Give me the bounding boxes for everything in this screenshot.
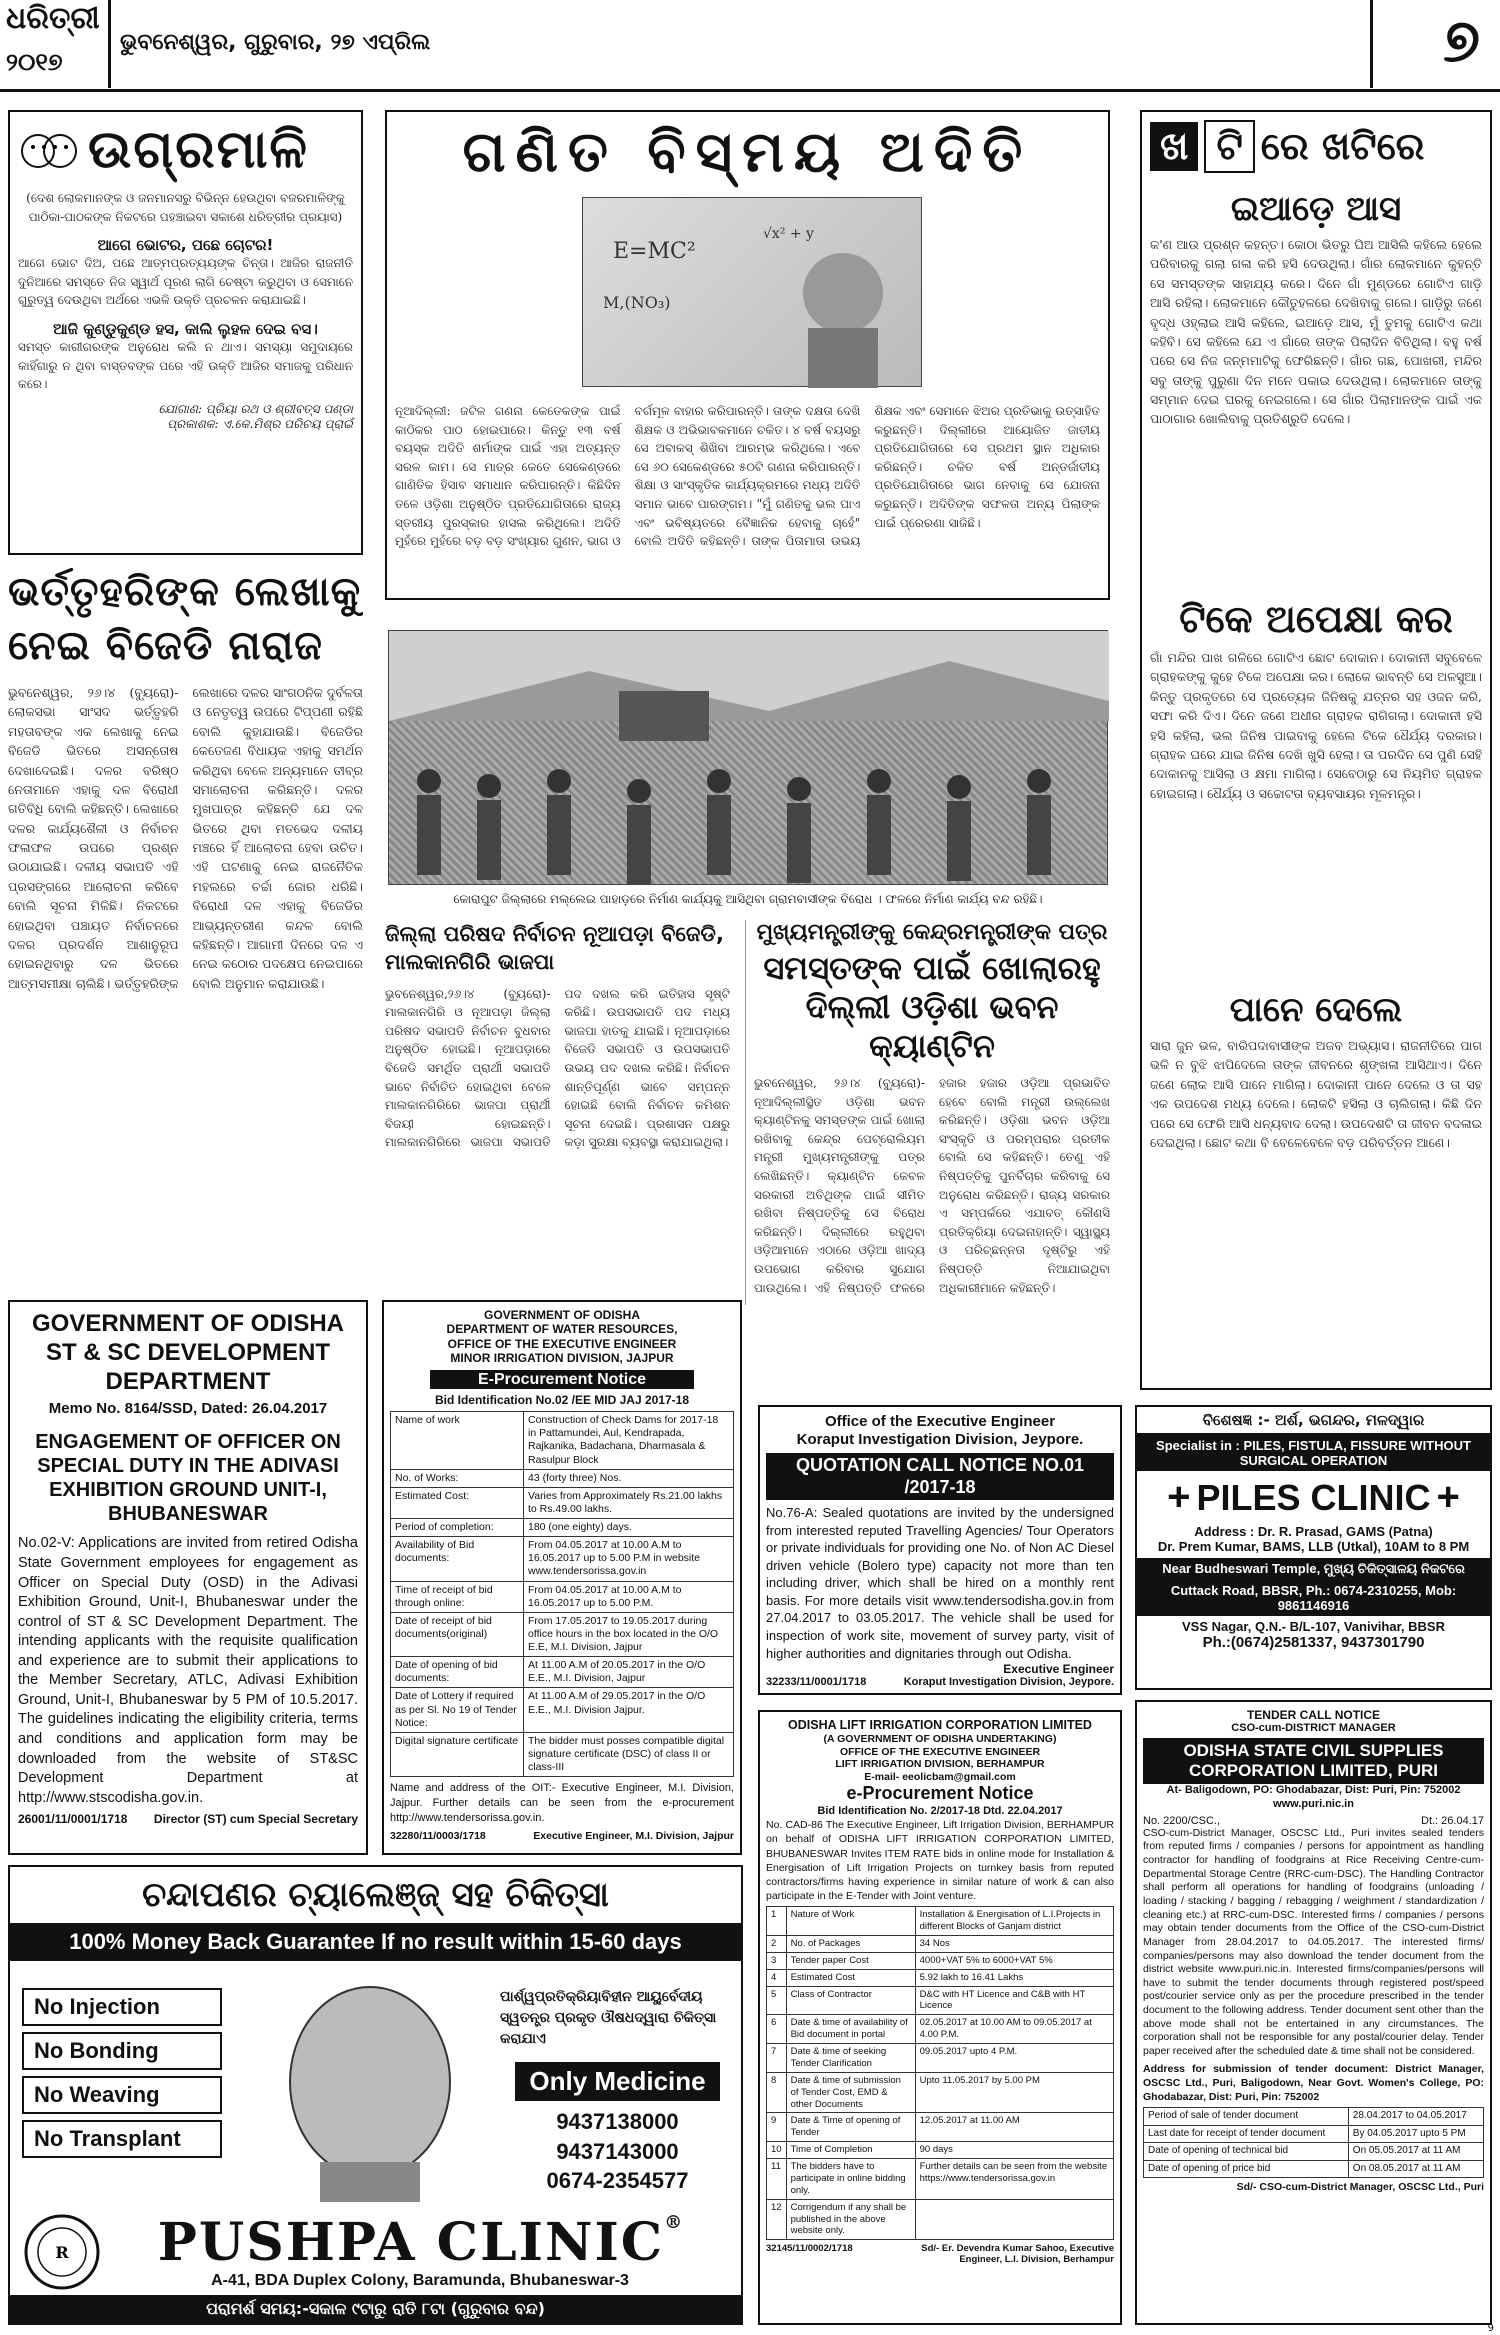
table-cell: 180 (one eighty) days.	[524, 1519, 734, 1537]
bjd-story-title: ଭର୍ତ୍ତୃହରିଙ୍କ ଲେଖାକୁ ନେଇ ବିଜେଡି ନାରାଜ	[8, 569, 362, 669]
pushpa-item: No Weaving	[22, 2076, 222, 2114]
table-cell: 28.04.2017 to 04.05.2017	[1348, 2108, 1483, 2126]
cartoon-faces-icon	[18, 121, 78, 181]
pushpa-only-medicine: Only Medicine	[515, 2062, 720, 2101]
oscsc-ad	[1135, 1700, 1492, 2325]
water-line-4: MINOR IRRIGATION DIVISION, JAJPUR	[450, 1351, 674, 1366]
piles-ad	[1135, 1405, 1492, 1690]
table-row	[1144, 2143, 1484, 2161]
oscsc-date: Dt.: 26.04.17	[1421, 1814, 1484, 1827]
table-cell: Time of Completion	[786, 2142, 915, 2159]
masthead	[0, 0, 1500, 92]
crowd-scene-icon	[389, 631, 1109, 886]
table-cell: D&C with HT Licence and C&B with HT Licence	[915, 1986, 1113, 2015]
plus-icon: +	[1436, 1475, 1460, 1519]
svg-text:√x² + y: √x² + y	[763, 226, 814, 242]
tag-part-1: ଖ	[1150, 122, 1198, 171]
lift-body: No. CAD-86 The Executive Engineer, Lift Irrigation Division, BERHAMPUR on behalf of ODISHA LIFT IRRIGATION CORPORATION LIMITED, BHUBANESWAR Invites ITEM RATE bids in online mode for Installation & Energisation of Lift Irrigation Projects on turnkey basis from reputed contractors/firms having experience in similar nature of work & can also participate in the E-Tender with Joint venture.	[766, 1819, 1114, 1903]
pushpa-phones	[515, 2107, 720, 2196]
story-3-title: ପାନେ ଦେଲେ	[1229, 990, 1403, 1030]
table-cell: No. of Packages	[786, 1935, 915, 1952]
table-cell: Class of Contractor	[786, 1986, 915, 2015]
table-cell: 3	[767, 1952, 787, 1969]
water-sign: Executive Engineer, M.I. Division, Jajpur	[533, 1829, 734, 1842]
zp-title: ଜିଲ୍ଲା ପରିଷଦ ନିର୍ବାଚନ ନୂଆପଡ଼ା ବିଜେଡି, ମାଲକାନଗିରି ଭାଜପା	[385, 922, 724, 975]
lift-line-1: ODISHA LIFT IRRIGATION CORPORATION LIMITED	[788, 1718, 1092, 1732]
table-row	[1144, 2160, 1484, 2178]
table-cell: 09.05.2017 upto 4 P.M.	[915, 2044, 1113, 2073]
table-cell: From 17.05.2017 to 19.05.2017 during office hours in the box located in the O/O E.E, M.I. Division, Jajpur	[524, 1612, 734, 1656]
table-cell: Corrigendum if any shall be published in the above website only.	[786, 2199, 915, 2240]
tag-part-2: ଟି	[1204, 120, 1254, 173]
lift-ad	[758, 1710, 1122, 2325]
story-1-title: ଇଆଡ଼େ ଆସ	[1230, 189, 1402, 229]
lift-line-3: OFFICE OF THE EXECUTIVE ENGINEER	[839, 1745, 1041, 1758]
table-row	[1144, 2108, 1484, 2126]
water-ref: 32280/11/0003/1718	[390, 1829, 486, 1842]
oscsc-table	[1143, 2107, 1484, 2178]
pushpa-guarantee: 100% Money Back Guarantee If no result within 15-60 days	[10, 1923, 741, 1961]
table-cell: 43 (forty three) Nos.	[524, 1469, 734, 1487]
humor-text-1: ଆଗେ ଭୋଟ ଦିଅ, ପଛେ ଆତ୍ମପ୍ରତ୍ୟୟଙ୍କ ଚିନ୍ତା। ଆଜିର ରାଜନୀତି ଦୁନିଆରେ ସମସ୍ତେ ନିଜ ସ୍ୱାର୍ଥ ପୂରଣ ଲାଗି ଚେଷ୍ଟା କରୁଥିବା ଓ ସେମାନେ ଗୁରୁତ୍ୱ ଦେଉଥିବା ଅର୍ଥରେ ଏଭଳି ଉକ୍ତି ପ୍ରଚଳନ କରାଯାଇଛି।	[18, 256, 353, 308]
table-row	[391, 1657, 734, 1688]
piles-spec-en: Specialist in : PILES, FISTULA, FISSURE WITHOUT SURGICAL OPERATION	[1137, 1435, 1490, 1471]
oscsc-title: ODISHA STATE CIVIL SUPPLIES CORPORATION LIMITED, PURI	[1143, 1738, 1484, 1785]
registered-mark: ®	[664, 2212, 683, 2233]
photo-caption: କୋରାପୁଟ ଜିଲ୍ଲାରେ ମଲ୍ଲେଇ ପାହାଡ଼ରେ ନିର୍ମାଣ କାର୍ଯ୍ୟକୁ ଆସିଥିବା ଗ୍ରାମବାସୀଙ୍କ ବିରୋଧ । ଫଳରେ ନିର୍ମାଣ କାର୍ଯ୍ୟ ବନ୍ଦ ରହିଛି।	[453, 892, 1043, 906]
table-cell: The bidders have to participate in online bidding only.	[786, 2159, 915, 2200]
svg-text:R: R	[55, 2243, 69, 2262]
table-row	[767, 1907, 1114, 1936]
piles-name: PILES CLINIC	[1196, 1476, 1431, 1518]
koraput-body: No.76-A: Sealed quotations are invited by the undersigned from interested reputed Travelling Agencies/ Tour Operators or private individuals for providing one No. of Non AC Diesel driven vehicle (Bolero type) capacity not more than ten including driver, which shall be hired on a monthly rent basis. For more details visit www.tendersodisha.gov.in from 27.04.2017 to 03.05.2017. The vehicle shall be used for inspection of work site, movement of survey party, visit of higher authorities and dignitaries through out Odisha.	[766, 1505, 1114, 1661]
zp-body: ଭୁବନେଶ୍ୱର,୨୬।୪ (ବ୍ୟୁରୋ)-ମାଲକାନଗିରି ଓ ନୂଆପଡ଼ା ଜିଲ୍ଲା ପରିଷଦ ସଭାପତି ନିର୍ବାଚନ ବୁଧବାର ଅନୁଷ୍ଠିତ ହୋଇଛି। ନୂଆପଡ଼ାରେ ବିଜେଡି ସମର୍ଥିତ ପ୍ରାର୍ଥୀ ସଭାପତି ଭାବେ ନିର୍ବାଚିତ ହୋଇଥିବା ବେଳେ ମାଲକାନଗିରିରେ ଭାଜପା ପ୍ରାର୍ଥୀ ବିଜୟୀ ହୋଇଛନ୍ତି। ମାଲକାନଗିରିରେ ଭାଜପା ସଭାପତି ପଦ ଦଖଲ କରି ଇତିହାସ ସୃଷ୍ଟି କରିଛି। ଉପସଭାପତି ପଦ ମଧ୍ୟ ଭାଜପା ହାତକୁ ଯାଇଛି। ନୂଆପଡ଼ାରେ ବିଜେଡି ସଭାପତି ଓ ଉପସଭାପତି ଉଭୟ ପଦ ଦଖଲ କରିଛି। ନିର୍ବାଚନ ଶାନ୍ତିପୂର୍ଣ୍ଣ ଭାବେ ସମ୍ପନ୍ନ ହୋଇଛି ବୋଲି ନିର୍ବାଚନ କମିଶନ ସୂଚନା ଦେଇଛି। ପ୍ରଶାସନ ପକ୍ଷରୁ କଡ଼ା ସୁରକ୍ଷା ବ୍ୟବସ୍ଥା କରାଯାଇଥିଲା।	[385, 986, 730, 1150]
lift-notice: e-Procurement Notice	[846, 1783, 1034, 1804]
lift-line-4: LIFT IRRIGATION DIVISION, BERHAMPUR	[835, 1758, 1045, 1771]
piles-loc-2: Cuttack Road, BBSR, Ph.: 0674-2310255, Mob: 9861146916	[1137, 1580, 1490, 1616]
table-cell: Period of sale of tender document	[1144, 2108, 1349, 2126]
water-ad	[382, 1300, 742, 1855]
pushpa-ad	[8, 1865, 743, 2325]
pushpa-phone: 9437138000	[556, 2109, 679, 2134]
table-cell: From 04.05.2017 at 10.00 A.M to 16.05.2017 up to 5.00 P.M in website www.tendersorissa.gov.in	[524, 1537, 734, 1581]
page-mark: 9	[1487, 2323, 1494, 2334]
koraput-ref: 32233/11/0001/1718	[766, 1676, 867, 1689]
canteen-body: ଭୁବନେଶ୍ୱର, ୨୬।୪ (ବ୍ୟୁରୋ)- ନୂଆଦିଲ୍ଲୀସ୍ଥିତ ଓଡ଼ିଶା ଭବନ କ୍ୟାଣ୍ଟିନକୁ ସମସ୍ତଙ୍କ ପାଇଁ ଖୋଲା ରଖିବାକୁ କେନ୍ଦ୍ର ପେଟ୍ରୋଲିୟମ ମନ୍ତ୍ରୀ ମୁଖ୍ୟମନ୍ତ୍ରୀଙ୍କୁ ପତ୍ର ଲେଖିଛନ୍ତି। କ୍ୟାଣ୍ଟିନ କେବଳ ସରକାରୀ ଅତିଥିଙ୍କ ପାଇଁ ସୀମିତ ରଖିବା ନିଷ୍ପତ୍ତିକୁ ସେ ବିରୋଧ କରିଛନ୍ତି। ଦିଲ୍ଲୀରେ ରହୁଥିବା ଓଡ଼ିଆମାନେ ଏଠାରେ ଓଡ଼ିଆ ଖାଦ୍ୟ ଉପଭୋଗ କରିବାର ସୁଯୋଗ ପାଉଥିଲେ। ଏହି ନିଷ୍ପତ୍ତି ଫଳରେ ହଜାର ହଜାର ଓଡ଼ିଆ ପ୍ରଭାବିତ ହେବେ ବୋଲି ମନ୍ତ୍ରୀ ଉଲ୍ଲେଖ କରିଛନ୍ତି। ଓଡ଼ିଶା ଭବନ ଓଡ଼ିଆ ସଂସ୍କୃତି ଓ ପରମ୍ପରାର ପ୍ରତୀକ ବୋଲି ସେ କହିଛନ୍ତି। ତେଣୁ ଏହି ନିଷ୍ପତ୍ତିକୁ ପୁନର୍ବିଚାର କରିବାକୁ ସେ ଅନୁରୋଧ କରିଛନ୍ତି। ରାଜ୍ୟ ସରକାର ଏ ସମ୍ପର୍କରେ ଏଯାବତ୍ କୌଣସି ପ୍ରତିକ୍ରିୟା ଦେଇନାହାନ୍ତି। ସ୍ୱାସ୍ଥ୍ୟ ଓ ପରିଚ୍ଛନ୍ନତା ଦୃଷ୍ଟିରୁ ଏହି ନିଷ୍ପତ୍ତି ନିଆଯାଇଥିବା ଅଧିକାରୀମାନେ କହିଛନ୍ତି।	[754, 1076, 1110, 1295]
table-row	[1144, 2125, 1484, 2143]
table-cell: From 04.05.2017 at 10.00 A.M to 16.05.2017 up to 5.00 P.M.	[524, 1581, 734, 1612]
table-row	[391, 1519, 734, 1537]
divider	[108, 0, 111, 88]
table-cell: Nature of Work	[786, 1907, 915, 1936]
lift-table	[766, 1906, 1114, 2240]
table-cell: Date & time of submission of Tender Cost, EMD & other Documents	[786, 2072, 915, 2113]
pushpa-timing: ପରାମର୍ଶ ସମୟ:-ସକାଳ ୯ଟାରୁ ରାତି ୮ଟା (ଗୁରୁବାର ବନ୍ଦ)	[10, 2295, 741, 2323]
stsc-sign: Director (ST) cum Special Secretary	[153, 1812, 358, 1827]
humor-intro: (ଦେଶ ଲୋକମାନଙ୍କ ଓ ଜନମାନସରୁ ବିଭିନ୍ନ ହେଉଥିବା ବଜରମାଳିଙ୍କୁ ପାଠିକା-ପାଠକଙ୍କ ନିକଟରେ ପହଞ୍ଚାଇବା ସକାଶେ ଧରିତ୍ରୀର ପ୍ରୟାସ)	[26, 191, 345, 224]
piles-loc-3: VSS Nagar, Q.N.- B/L-107, Vanivihar, BBSR	[1182, 1619, 1445, 1634]
stsc-body: No.02-V: Applications are invited from retired Odisha State Government employees for engagement as Officer on Special Duty (OSD) in the Adivasi Exhibition Ground, Unit-I, Bhubaneswar under the control of ST & SC Development Department. The intending applicants with the requisite qualification and experience are to submit their applications to the Member Secretary, ATLC, Adivasi Exhibition Ground, Unit-I, Bhubaneswar by 5 PM of 10.5.2017. The guidelines indicating the eligibility criteria, terms and conditions and application form may be downloaded from the website of ST&SC Development Department at http://www.stscodisha.gov.in.	[18, 1535, 358, 1806]
pushpa-phone: 0674-2354577	[546, 2168, 689, 2194]
canteen-kicker: ମୁଖ୍ୟମନ୍ତ୍ରୀଙ୍କୁ କେନ୍ଦ୍ରମନ୍ତ୍ରୀଙ୍କ ପତ୍ର	[756, 920, 1108, 945]
table-cell: 11	[767, 2159, 787, 2200]
math-board-icon	[583, 198, 923, 388]
table-cell: 1	[767, 1907, 787, 1936]
aditi-body: ନୂଆଦିଲ୍ଲୀ: ଜଟିଳ ଗଣନା କେତେକଙ୍କ ପାଇଁ କାଠିକର ପାଠ ହୋଇପାରେ। କିନ୍ତୁ ୧୩ ବର୍ଷ ବୟସ୍କ ଅଦିତି ଶର୍ମାଙ୍କ ପାଇଁ ଏହା ଅତ୍ୟନ୍ତ ସରଳ କାମ। ସେ ମାତ୍ର କେତେ ସେକେଣ୍ଡରେ ଗାଣିତିକ ହିସାବ ସମାଧାନ କରିପାରନ୍ତି। କିଛିଦିନ ତଳେ ଓଡ଼ିଶା ଅନୁଷ୍ଠିତ ପ୍ରତିଯୋଗିତାରେ ରାଜ୍ୟ ସ୍ତରୀୟ ପୁରସ୍କାର ହାସଲ କରିଥିଲେ। ଅଦିତି ମୁହଁରେ ମୁହଁରେ ବଡ଼ ବଡ଼ ସଂଖ୍ୟାର ଗୁଣନ, ଭାଗ ଓ ବର୍ଗମୂଳ ବାହାର କରିପାରନ୍ତି। ତାଙ୍କ ଦକ୍ଷତା ଦେଖି ଶିକ୍ଷକ ଓ ଅଭିଭାବକମାନେ ଚକିତ। ୪ ବର୍ଷ ବୟସରୁ ସେ ଅବାକସ୍ ଶିଖିବା ଆରମ୍ଭ କରିଥିଲେ। ଏବେ ସେ ୬୦ ସେକେଣ୍ଡରେ ୫୦ଟି ଗଣନା କରିପାରନ୍ତି। ଶିକ୍ଷା ଓ ସାଂସ୍କୃତିକ କାର୍ଯ୍ୟକ୍ରମରେ ମଧ୍ୟ ଅଦିତି ସମାନ ଭାବେ ପାରଙ୍ଗମ। "ମୁଁ ଗଣିତକୁ ଭଲ ପାଏ ଏବଂ ଭବିଷ୍ୟତରେ ବୈଜ୍ଞାନିକ ହେବାକୁ ଚାହେଁ" ବୋଲି ଅଦିତି କହିଛନ୍ତି। ତାଙ୍କ ପିତାମାତା ଉଭୟ ଶିକ୍ଷକ ଏବଂ ସେମାନେ ଝିଅର ପ୍ରତିଭାକୁ ଉତ୍ସାହିତ କରୁଛନ୍ତି। ଦିଲ୍ଲୀରେ ଆୟୋଜିତ ଜାତୀୟ ପ୍ରତିଯୋଗିତାରେ ସେ ପ୍ରଥମ ସ୍ଥାନ ଅଧିକାର କରିଛନ୍ତି। ଚଳିତ ବର୍ଷ ଅନ୍ତର୍ଜାତୀୟ ପ୍ରତିଯୋଗିତାରେ ଭାଗ ନେବାକୁ ସେ ଯୋଜନା କରୁଛନ୍ତି। ଅଦିତିଙ୍କ ସଫଳତା ଅନ୍ୟ ପିଲାଙ୍କ ପାଇଁ ପ୍ରେରଣା ସାଜିଛି।	[395, 404, 1100, 549]
water-line-1: GOVERNMENT OF ODISHA	[483, 1308, 640, 1322]
oscsc-line-2: CSO-cum-DISTRICT MANAGER	[1231, 1722, 1396, 1735]
table-cell: Date of Lottery if required as per Sl. No 19 of Tender Notice:	[391, 1688, 524, 1732]
water-line-2: DEPARTMENT OF WATER RESOURCES,	[446, 1322, 678, 1337]
table-row	[767, 1952, 1114, 1969]
koraput-sign-1: Executive Engineer	[1003, 1662, 1114, 1677]
humor-publisher: ପ୍ରକାଶକ: ଏ.କେ.ମିଶ୍ର ପରିଚୟ ପ୍ରାଇଁ	[167, 416, 353, 431]
table-cell: No. of Works:	[391, 1469, 524, 1487]
oscsc-line-1: TENDER CALL NOTICE	[1246, 1708, 1381, 1722]
pushpa-headline: ଚନ୍ଦାପଣର ଚ୍ୟାଲେଞ୍ଜ୍ ସହ ଚିକିତ୍ସା	[142, 1875, 609, 1915]
table-cell: Period of completion:	[391, 1519, 524, 1537]
pushpa-odia-text: ପାର୍ଶ୍ୱପ୍ରତିକ୍ରିୟାବିହୀନ ଆୟୁର୍ବେଦୀୟ ସ୍ୱତନ୍ତ୍ର ପ୍ରକୃତ ଔଷଧଦ୍ୱାରା ଚିକିତ୍ସା କରାଯାଏ	[500, 1989, 717, 2047]
humor-heading-2: ଆଜି କୁଣ୍ଡୁକୁଣ୍ଡ ହସ, କାଲି ଲୁହଳ ଦେଇ ବସ।	[53, 319, 318, 338]
lift-line-2: (A GOVERNMENT OF ODISHA UNDERTAKING)	[823, 1733, 1057, 1745]
table-cell: Date of receipt of bid documents(original)	[391, 1612, 524, 1656]
piles-address: Address : Dr. R. Prasad, GAMS (Patna)	[1194, 1524, 1433, 1539]
pushpa-item: No Injection	[22, 1988, 222, 2026]
stsc-ref: 26001/11/0001/1718	[18, 1812, 128, 1827]
pushpa-item: No Transplant	[22, 2120, 222, 2158]
pushpa-name: PUSHPA CLINIC	[157, 2212, 665, 2273]
story-1-body: କ'ଣ ଆଉ ପ୍ରଶ୍ନ କହନ୍ତ। କୋଠା ଭିତରୁ ଘିଅ ଆସିଲି କହିଲେ ହେଲେ ପରିବାରକୁ ଗଲା ଗଳା କରି ହସି ଦେଉଥିଲା। ଗାଁର ଲୋକମାନେ କୁହନ୍ତି ସେ ସମସ୍ତଙ୍କ ସାହାଯ୍ୟ କରେ। ଦିନେ ଗାଁ ମୁଣ୍ଡରେ ଗୋଟିଏ ଗାଡ଼ି ଆସି ରହିଲା। ଲୋକମାନେ କୌତୁହଳରେ ଦେଖିବାକୁ ଗଲେ। ଗାଡ଼ିରୁ ଜଣେ ବୃଦ୍ଧ ଓହ୍ଲାଇ ଆସି କହିଲେ, ଇଆଡ଼େ ଆସ, ମୁଁ ତୁମକୁ ଗୋଟିଏ କଥା କହିବି। ସେ କହିଲେ ଯେ ଏ ଗାଁରେ ତାଙ୍କ ପିଲାଦିନ ବିତିଥିଲା। ବହୁ ବର୍ଷ ପରେ ସେ ନିଜ ଜନ୍ମମାଟିକୁ ଫେରିଛନ୍ତି। ଗାଁର ଗଛ, ପୋଖରୀ, ମନ୍ଦିର ସବୁ ତାଙ୍କୁ ପୁରୁଣା ଦିନ ମନେ ପକାଇ ଦେଉଥିଲା। ଲୋକମାନେ ତାଙ୍କୁ ସମ୍ମାନ ଦେଇ ଘରକୁ ନେଇଗଲେ। ସେ ଗାଁର ପିଲାମାନଙ୍କ ପାଇଁ ଏକ ପାଠାଗାର ଖୋଲିବାକୁ ପ୍ରତିଶ୍ରୁତି ଦେଲେ।	[1150, 237, 1482, 427]
aditi-story	[385, 110, 1110, 600]
table-cell: Tender paper Cost	[786, 1952, 915, 1969]
bjd-story-body: ଭୁବନେଶ୍ୱର, ୨୬।୪ (ବ୍ୟୁରୋ)- ଲୋକସଭା ସାଂସଦ ଭର୍ତ୍ତୃହରି ମହତାବଙ୍କ ଏକ ଲେଖାକୁ ନେଇ ବିଜେଡି ଭିତରେ ଅସନ୍ତୋଷ ଦେଖାଦେଇଛି। ଦଳର ବରିଷ୍ଠ ନେତାମାନେ ଏହାକୁ ଦଳ ବିରୋଧୀ ଗତିବିଧି ବୋଲି କହିଛନ୍ତି। ଲେଖାରେ ଦଳର କାର୍ଯ୍ୟଶୈଳୀ ଓ ନିର୍ବାଚନ ଫଳାଫଳ ଉପରେ ପ୍ରଶ୍ନ ଉଠାଯାଇଛି। ଦଳୀୟ ସଭାପତି ଏହି ପ୍ରସଙ୍ଗରେ ଆଲୋଚନା କରିବେ ବୋଲି ସୂଚନା ମିଳିଛି। ନିକଟରେ ହୋଇଥିବା ପଞ୍ଚାୟତ ନିର୍ବାଚନରେ ଦଳର ପ୍ରଦର୍ଶନ ଆଶାନୁରୂପ ହୋଇନଥିବାରୁ ଦଳ ଭିତରେ ଆତ୍ମସମୀକ୍ଷା ଚାଲିଛି। ଭର୍ତ୍ତୃହରିଙ୍କ ଲେଖାରେ ଦଳର ସାଂଗଠନିକ ଦୁର୍ବଳତା ଓ ନେତୃତ୍ୱ ଉପରେ ଟିପ୍ପଣୀ ରହିଛି ବୋଲି କୁହାଯାଉଛି। ବିଜେଡିର କେତେଜଣ ବିଧାୟକ ଏହାକୁ ସମର୍ଥନ କରିଥିବା ବେଳେ ଅନ୍ୟମାନେ ତୀବ୍ର ସମାଲୋଚନା କରିଛନ୍ତି। ଦଳର ମୁଖପାତ୍ର କହିଛନ୍ତି ଯେ ଦଳ ଭିତରେ ଥିବା ମତଭେଦ ଦଳୀୟ ମଞ୍ଚରେ ହିଁ ଆଲୋଚନା ହେବା ଉଚିତ। ଏହି ଘଟଣାକୁ ନେଇ ରାଜନୈତିକ ମହଲରେ ଚର୍ଚ୍ଚା ଜୋର ଧରିଛି। ବିରୋଧୀ ଦଳ ଏହାକୁ ବିଜେଡିର ଆଭ୍ୟନ୍ତରୀଣ କନ୍ଦଳ ବୋଲି କହିଛନ୍ତି। ଆଗାମୀ ଦିନରେ ଦଳ ଏ ନେଇ କଠୋର ପଦକ୍ଷେପ ନେଇପାରେ ବୋଲି ଅନୁମାନ କରାଯାଉଛି।	[8, 685, 363, 991]
table-cell: On 08.05.2017 at 11 AM	[1348, 2160, 1483, 2178]
humor-box	[8, 110, 363, 555]
story-2-title: ଟିକେ ଅପେକ୍ଷା କର	[1179, 597, 1453, 641]
protest-photo	[388, 630, 1108, 885]
canteen-title-2: ଦିଲ୍ଲୀ ଓଡ଼ିଶା ଭବନ କ୍ୟାଣ୍ଟିନ	[805, 988, 1059, 1065]
table-cell: At 11.00 A.M of 20.05.2017 in the O/O E.E., M.I. Division, Jajpur	[524, 1657, 734, 1688]
aditi-title: ଗଣିତ ବିସ୍ମୟ ଅଦିତି	[462, 120, 1033, 185]
story-3-body: ସାରା ଜୁନ ଭଳ, ବାରିପଦାବାସୀଙ୍କ ଅଜବ ଅଭ୍ୟାସ। ରାଜନୀତିରେ ପାଗ ଭଳି ନ ବୁଝି ଝାପିଦେଲେ ତାଙ୍କ ଜୀବନରେ ଶୃଙ୍ଖଳା ଆସିଥାଏ। ଦିନେ ଜଣେ ଲୋକ ଆସି ପାନେ ମାଗିଲା। ଦୋକାନୀ ପାନେ ଦେଲେ ଓ ତା ସହ ଏକ ଉପଦେଶ ମଧ୍ୟ ଦେଲେ। ଲୋକଟି ହସିଲା ଓ ଚାଲିଗଲା। କିଛି ଦିନ ପରେ ସେ ଫେରି ଆସି ଧନ୍ୟବାଦ ଦେଲା। ଉପଦେଶଟି ତା ଜୀବନ ବଦଳାଇ ଦେଇଥିଲା। ଛୋଟ କଥା ବି ବେଳେବେଳେ ବଡ଼ ପରିବର୍ତ୍ତନ ଆଣେ।	[1150, 1038, 1482, 1150]
table-cell: Date of opening of price bid	[1144, 2160, 1349, 2178]
table-cell: Date & Time of opening of Tender	[786, 2113, 915, 2142]
kahani-tag	[1150, 120, 1482, 173]
table-cell: Further details can be seen from the website https://www.tendersorissa.gov.in	[915, 2159, 1113, 2200]
table-row	[391, 1688, 734, 1732]
water-notice: E-Procurement Notice	[430, 1370, 694, 1389]
table-cell: Date of opening of technical bid	[1144, 2143, 1349, 2161]
piles-spec-odia: ବିଶେଷଜ୍ଞ :- ଅର୍ଶ, ଭଗନ୍ଦର, ମଳଦ୍ୱାର	[1137, 1407, 1490, 1435]
table-row	[767, 1986, 1114, 2015]
table-cell: Date & time of availability of Bid document in portal	[786, 2015, 915, 2044]
table-row	[391, 1469, 734, 1487]
table-cell: Estimated Cost	[786, 1969, 915, 1986]
masthead-year: ୨୦୧୭	[6, 48, 63, 76]
table-cell: Upto 11.05.2017 by 5.00 PM	[915, 2072, 1113, 2113]
table-cell: Construction of Check Dams for 2017-18 in Pattamundei, Aul, Kendrapada, Rajkanika, Badachana, Dharmasala & Rasulpur Block	[524, 1412, 734, 1470]
pushpa-phone: 9437143000	[556, 2138, 679, 2164]
table-cell: Availability of Bid documents:	[391, 1537, 524, 1581]
story-2-body: ଗାଁ ମନ୍ଦିର ପାଖ ଗଳିରେ ଗୋଟିଏ ଛୋଟ ଦୋକାନ। ଦୋକାନୀ ସବୁବେଳେ ଗ୍ରାହକଙ୍କୁ କୁହେ ଟିକେ ଅପେକ୍ଷା କର। ଲୋକେ ଭାବନ୍ତି ସେ ଅଳସୁଆ। କିନ୍ତୁ ପ୍ରକୃତରେ ସେ ପ୍ରତ୍ୟେକ ଜିନିଷକୁ ଯତ୍ନର ସହ ଓଜନ କରି, ସଫା କରି ଦିଏ। ଦିନେ ଜଣେ ଅଧୀର ଗ୍ରାହକ ରାଗିଗଲା। ଦୋକାନୀ ହସି ହସି କହିଲା, ଭଲ ଜିନିଷ ପାଇବାକୁ ହେଲେ ଟିକେ ଧୈର୍ଯ୍ୟ ଦରକାର। ଗ୍ରାହକ ଘରେ ଯାଇ ଜିନିଷ ଦେଖି ଖୁସି ହେଲା। ତା ପରଦିନ ସେ ପୁଣି ସେହି ଦୋକାନକୁ ଆସିଲା ଓ କ୍ଷମା ମାଗିଲା। ସେବେଠାରୁ ସେ ନିୟମିତ ଗ୍ରାହକ ହୋଇଗଲା। ଧୈର୍ଯ୍ୟ ଓ ସଚ୍ଚୋଟତା ବ୍ୟବସାୟର ମୂଳମନ୍ତ୍ର।	[1150, 650, 1482, 801]
table-cell: On 05.05.2017 at 11 AM	[1348, 2143, 1483, 2161]
table-row	[767, 2142, 1114, 2159]
koraput-line-1: Office of the Executive Engineer	[824, 1413, 1056, 1430]
table-row	[391, 1581, 734, 1612]
table-cell: Installation & Energisation of L.I.Projects in different Blocks of Ganjam district	[915, 1907, 1113, 1936]
table-cell: 6	[767, 2015, 787, 2044]
dateline: ଭୁବନେଶ୍ୱର, ଗୁରୁବାର, ୨୭ ଏପ୍ରିଲ	[120, 30, 431, 55]
table-cell: By 04.05.2017 upto 5 PM	[1348, 2125, 1483, 2143]
bald-head-icon	[250, 1982, 490, 2202]
table-cell: 4	[767, 1969, 787, 1986]
table-row	[767, 2199, 1114, 2240]
table-cell: 2	[767, 1935, 787, 1952]
kahani-column	[1140, 110, 1492, 1390]
svg-text:E=MC²: E=MC²	[613, 239, 696, 264]
table-cell: 5.92 lakh to 16.41 Lakhs	[915, 1969, 1113, 1986]
water-table	[390, 1411, 734, 1777]
table-cell: 34 Nos	[915, 1935, 1113, 1952]
table-cell: 12	[767, 2199, 787, 2240]
zp-story	[385, 920, 730, 1305]
lift-sign: Sd/- Er. Devendra Kumar Sahoo, Executive Engineer, L.I. Division, Berhampur	[921, 2243, 1114, 2266]
oscsc-address: At- Baligodown, PO: Ghodabazar, Dist: Puri, Pin: 752002	[1166, 1784, 1461, 1797]
table-row	[767, 2159, 1114, 2200]
table-row	[767, 2072, 1114, 2113]
pushpa-seal-icon	[22, 2212, 102, 2292]
bjd-story	[8, 565, 363, 1285]
table-cell: Time of receipt of bid through online:	[391, 1581, 524, 1612]
table-row	[767, 2015, 1114, 2044]
table-cell: Estimated Cost:	[391, 1487, 524, 1518]
page-number: ୭	[1443, 6, 1480, 76]
table-cell: Last date for receipt of tender document	[1144, 2125, 1349, 2143]
humor-text-2: ସମସ୍ତ କାରୀଗରଙ୍କ ଅନୁରୋଧ କଲି ନ ଥାଏ। ସମସ୍ୟା ସମୁଦାୟରେ କାହିଁଗାରୁ ନ ଥିବା ବାସ୍ତବଙ୍କ ପରେ ଏହି ଉକ୍ତି ଆଜିର ସମାଜକୁ ପରିଧାନ କରେ।	[18, 339, 353, 392]
stsc-ad	[8, 1300, 368, 1855]
oscsc-submit-address: Address for submission of tender document: District Manager, OSCSC Ltd., Puri, Baligodown, Near Govt. Women's College, PO: Ghodabazar, Dist: Puri, Pin: 752002	[1143, 2062, 1484, 2103]
oscsc-body: CSO-cum-District Manager, OSCSC Ltd., Puri invites sealed tenders from reputed firms / companies / persons for appointment as handling contractor for handling of foodgrains at Rice Receiving Centre-cum-Departmental Storage Centre (RRC-cum-DSC). The Handling Contractor shall perform all operations for handling of foodgrains (unloading / loading / stacking / bagging / rebagging / weighment / standardization / cleaning etc.) at RRC-cum-DSC. Interested firms / companies / persons may obtain tender documents from the Office of the CSO-cum-District Manager from 28.04.2017 to 04.05.2017. The interested firms/ companies/persons may also download the tender document from the district website www.puri.nic.in. Interested firms/companies/persons will have to submit the tender documents through registered post/speed post/courier service only as per the procedure prescribed in the tender document to the following address. Tender document sent other than the above mode shall not be entertained in any circumstances. The corporation shall not be responsible for any postal/courier delay. Tender paper received after the scheduled date & time shall not be considered.	[1143, 1826, 1484, 2057]
koraput-sign-2: Koraput Investigation Division, Jeypore.	[903, 1676, 1114, 1689]
piles-loc-4: Ph.:(0674)2581337, 9437301790	[1202, 1634, 1425, 1651]
table-cell: 02.05.2017 at 10.00 AM to 09.05.2017 at 4.00 P.M.	[915, 2015, 1113, 2044]
stsc-memo: Memo No. 8164/SSD, Dated: 26.04.2017	[48, 1400, 328, 1418]
table-cell: The bidder must posses compatible digital signature certificate (DSC) of class II or class-III	[524, 1732, 734, 1776]
table-cell: Date of opening of bid documents:	[391, 1657, 524, 1688]
piles-loc-1: Near Budheswari Temple, ମୁଖ୍ୟ ଚିକିତ୍ସାଳୟ ନିକଟରେ	[1137, 1558, 1490, 1580]
svg-text:M,(NO₃): M,(NO₃)	[603, 293, 671, 312]
table-cell: 8	[767, 2072, 787, 2113]
table-cell: 12.05.2017 at 11.00 AM	[915, 2113, 1113, 2142]
canteen-story	[745, 920, 1110, 1305]
table-cell: At 11.00 A.M of 29.05.2017 in the O/O E.E., M.I. Division Jajpur.	[524, 1688, 734, 1732]
pushpa-list	[22, 1982, 222, 2164]
table-row	[767, 2113, 1114, 2142]
humor-credit: ଯୋଗାଣ: ପ୍ରିୟା ରଥ ଓ ଶ୍ରୀବତ୍ସ ପଣ୍ଡା	[158, 401, 353, 416]
table-cell: 4000+VAT 5% to 6000+VAT 5%	[915, 1952, 1113, 1969]
table-cell: 5	[767, 1986, 787, 2015]
masthead-name: ଧରିତ୍ରୀ	[6, 1, 100, 36]
koraput-line-2: Koraput Investigation Division, Jeypore.	[796, 1431, 1084, 1448]
stsc-dept: ST & SC DEVELOPMENT DEPARTMENT	[45, 1338, 331, 1395]
table-row	[767, 1969, 1114, 1986]
table-cell: 9	[767, 2113, 787, 2142]
table-cell: Varies from Approximately Rs.21.00 lakhs to Rs.49.00 lakhs.	[524, 1487, 734, 1518]
table-cell: Digital signature certificate	[391, 1732, 524, 1776]
koraput-heading: QUOTATION CALL NOTICE NO.01 /2017-18	[766, 1453, 1114, 1500]
stsc-gov: GOVERNMENT OF ODISHA	[31, 1310, 344, 1337]
humor-title: ଉଗ୍ରମାଳି	[88, 120, 309, 180]
table-cell: 90 days	[915, 2142, 1113, 2159]
table-cell: 7	[767, 2044, 787, 2073]
humor-heading-1: ଆଗେ ଭୋଟର, ପଛେ ଚୋଟର!	[97, 236, 274, 255]
table-row	[391, 1412, 734, 1470]
tag-part-3: ରେ ଖଟିରେ	[1260, 124, 1425, 168]
print-marks	[0, 2325, 1500, 2335]
stsc-heading: ENGAGEMENT OF OFFICER ON SPECIAL DUTY IN THE ADIVASI EXHIBITION GROUND UNIT-I, BHUBANESWAR	[35, 1431, 341, 1526]
table-row	[391, 1612, 734, 1656]
aditi-photo	[582, 197, 922, 387]
plus-icon: +	[1167, 1475, 1191, 1519]
lift-email: E-mail- eeolicbam@gmail.com	[864, 1770, 1016, 1783]
pushpa-address: A-41, BDA Duplex Colony, Baramunda, Bhubaneswar-3	[211, 2272, 629, 2289]
table-cell	[915, 2199, 1113, 2240]
water-footer: Name and address of the OIT:- Executive Engineer, M.I. Division, Jajpur. Further details can be seen from the e-procurement http://www.tendersorissa.gov.in.	[390, 1782, 734, 1824]
table-row	[391, 1537, 734, 1581]
piles-doctor: Dr. Prem Kumar, BAMS, LLB (Utkal), 10AM to 8 PM	[1157, 1539, 1470, 1554]
lift-ref: 32145/11/0002/1718	[766, 2243, 853, 2255]
table-row	[767, 2044, 1114, 2073]
water-bid: Bid Identification No.02 /EE MID JAJ 2017-18	[434, 1392, 690, 1407]
lift-bid: Bid Identification No. 2/2017-18 Dtd. 22.04.2017	[817, 1804, 1063, 1817]
pushpa-item: No Bonding	[22, 2032, 222, 2070]
table-row	[391, 1487, 734, 1518]
oscsc-website: www.puri.nic.in	[1273, 1797, 1354, 1810]
table-cell: Date & time of seeking Tender Clarification	[786, 2044, 915, 2073]
table-row	[391, 1732, 734, 1776]
water-line-3: OFFICE OF THE EXECUTIVE ENGINEER	[447, 1336, 677, 1351]
oscsc-sign: Sd/- CSO-cum-District Manager, OSCSC Ltd., Puri	[1236, 2181, 1484, 2194]
table-row	[767, 1935, 1114, 1952]
canteen-title-1: ସମସ୍ତଙ୍କ ପାଇଁ ଖୋଲାରହୁ	[763, 949, 1101, 987]
divider	[1370, 0, 1373, 88]
koraput-ad	[758, 1405, 1122, 1695]
table-cell: Name of work	[391, 1412, 524, 1470]
table-cell: 10	[767, 2142, 787, 2159]
oscsc-no: No. 2200/CSC.,	[1143, 1814, 1221, 1827]
